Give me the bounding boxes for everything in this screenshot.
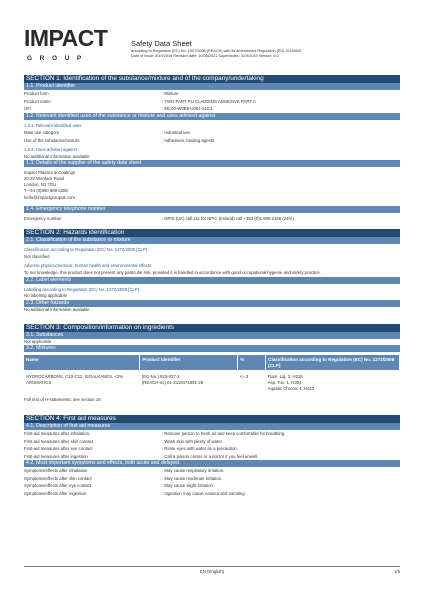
- substances-value: Not applicable: [24, 338, 52, 344]
- first-aid-label: First-aid measures after skin contact: [24, 438, 94, 444]
- first-aid-label: First-aid measures after eye contact: [24, 446, 93, 452]
- product-form-row: [24, 90, 400, 98]
- symptom-value: : May cause slight irritation.: [162, 483, 215, 489]
- section-1-heading: SECTION 1: Identification of the substance/mixture and of the company/undertaking: [24, 75, 400, 83]
- first-aid-row: [24, 438, 400, 446]
- main-use-value: : Industrial use: [162, 130, 190, 135]
- supplier-email[interactable]: hello@impactgroupuk.com: [24, 194, 75, 200]
- use-label: Use of the substance/mixture: [24, 137, 80, 143]
- ingredient-name: HYDROCARBONS, C10-C12, ISOALKANES, <2% AROMATICS: [26, 374, 124, 386]
- product-name-value: : TWO PART PU CLADDING ADHESIVE PART A: [162, 98, 256, 104]
- column-header-identifier: Product identifier: [140, 355, 238, 370]
- footer-language: EN (English): [199, 569, 225, 574]
- subsection-1-3: 1.3. Details of the supplier of the safety data sheet: [24, 160, 400, 167]
- relevant-uses-heading: 1.2.1. Relevant identified uses: [24, 122, 82, 128]
- first-aid-row: [24, 430, 400, 438]
- use-value: : Adhesives, binding agents: [162, 137, 215, 143]
- symptom-label: Symptoms/effects after eye contact: [24, 483, 92, 489]
- footer-divider: [24, 566, 400, 568]
- emergency-label: Emergency number: [24, 215, 62, 221]
- first-aid-row: [24, 445, 400, 453]
- subsection-3-1: 3.1. Substances: [24, 332, 400, 339]
- first-aid-value: : Call a poison center or a doctor if you feel unwell.: [162, 453, 259, 459]
- ufi-value: : MC00-W0E8-U00J-14G3: [162, 106, 213, 111]
- symptom-row: [24, 475, 400, 483]
- symptom-value: : Ingestion may cause nausea and vomiting.: [162, 490, 246, 496]
- subsection-2-3: 2.3. Other hazards: [24, 300, 400, 307]
- regulation-line: according to Regulation (EC) No. 1907/2006 (REACH) with its amendment Regulation (EU) 2015/830: [131, 49, 302, 53]
- classification-2: Asp. Tox. 1, H304: [267, 380, 302, 386]
- subsection-1-1: 1.1. Product identifier: [24, 83, 400, 90]
- company-logo: [24, 27, 118, 65]
- product-form-value: : Mixture: [162, 91, 179, 96]
- ingredient-percent: <= 3: [239, 374, 249, 380]
- h-statements-footnote: Full text of H-statements: see section 16: [24, 397, 101, 403]
- emergency-row: [24, 215, 400, 223]
- subsection-1-2: 1.2. Relevant identified uses of the substance or mixture and uses advised against: [24, 113, 400, 120]
- supplier-city: London, N1 7GU: [24, 182, 57, 188]
- section-4-heading: SECTION 4: First aid measures: [24, 415, 400, 423]
- supplier-street: 20-22 Wenlock Road: [24, 175, 65, 181]
- table-header-row: [24, 355, 400, 370]
- product-name-label: Product name: [24, 98, 51, 104]
- ingredient-identifier: [140, 370, 238, 392]
- ufi-label: UFI: [24, 106, 31, 111]
- symptom-row: [24, 467, 400, 475]
- adverse-effects-heading: Adverse physicochemical, human health and environmental effects: [24, 262, 152, 268]
- labelling-heading: Labelling according to Regulation (EC) No. 1272/2008 [CLP]: [24, 286, 139, 292]
- first-aid-value: : Wash skin with plenty of water.: [162, 438, 223, 444]
- emergency-value: : NPIS (UK) call 111 for NPIC (Ireland) call +353 (0)1 809 2166 (24hr): [162, 215, 294, 221]
- subsection-4-1: 4.1. Description of first aid measures: [24, 423, 400, 430]
- section-2-heading: SECTION 2: Hazards identification: [24, 229, 400, 237]
- ec-number: (EC-No.) 923-037-2: [141, 374, 180, 380]
- subsection-2-2: 2.2. Label elements: [24, 277, 400, 284]
- reach-number: (REACH-no) 01-2119471991-29: [141, 380, 204, 386]
- column-header-name: Name: [24, 355, 140, 370]
- subsection-3-2: 3.2. Mixtures: [24, 345, 400, 352]
- other-hazards-value: No additional information available: [24, 306, 90, 312]
- clp-classification-value: Not classified: [24, 253, 50, 259]
- first-aid-value: : Rinse eyes with water as a precaution.: [162, 446, 238, 452]
- section-3-heading: SECTION 3: Composition/information on ingredients: [24, 324, 400, 332]
- first-aid-label: First-aid measures after ingestion: [24, 453, 88, 459]
- classification-1: Flam. Liq. 3, H226: [267, 374, 303, 380]
- ingredient-classification: [266, 370, 400, 392]
- supplier-name: Impact Plastics & Coatings: [24, 169, 76, 175]
- document-title: Safety Data Sheet: [131, 39, 192, 48]
- subsection-1-4: 1.4. Emergency telephone number: [24, 206, 400, 213]
- main-use-row: [24, 129, 400, 137]
- symptom-value: : May cause respiratory irritation.: [162, 468, 225, 474]
- adverse-effects-text: To our knowledge, this product does not present any particular risk, provided it is handled in accordance with good occupational hygiene and safety practice.: [24, 270, 321, 276]
- supplier-phone: T +44 (0)800 669 6306: [24, 188, 68, 194]
- column-header-percent: %: [238, 355, 266, 370]
- symptom-row: [24, 490, 400, 498]
- ufi-row: [24, 105, 400, 113]
- document-body: [24, 72, 400, 497]
- symptom-row: [24, 482, 400, 490]
- symptom-value: : May cause moderate irritation.: [162, 475, 223, 481]
- column-header-classification: Classification according to Regulation (EC) No. 1272/2008 [CLP]: [266, 355, 400, 370]
- composition-table: [24, 355, 400, 392]
- symptom-label: Symptoms/effects after skin contact: [24, 475, 92, 481]
- first-aid-label: First-aid measures after inhalation: [24, 431, 89, 437]
- table-row: [24, 370, 400, 392]
- symptom-label: Symptoms/effects after inhalation: [24, 468, 88, 474]
- uses-advised-against-heading: 1.2.2. Uses advised against: [24, 147, 77, 152]
- logo-subtitle: GROUP: [27, 55, 89, 62]
- product-name-row: [24, 98, 400, 106]
- use-row: [24, 137, 400, 145]
- first-aid-row: [24, 453, 400, 461]
- classification-3: Aquatic Chronic 4, H413: [267, 386, 315, 392]
- product-form-label: Product form: [24, 91, 49, 96]
- uses-advised-against-text: No additional information available: [24, 153, 90, 159]
- subsection-4-2: 4.2. Most important symptoms and effects, both acute and delayed: [24, 460, 400, 467]
- labelling-value: No labelling applicable: [24, 293, 67, 299]
- logo-wordmark: IMPACT: [24, 25, 108, 51]
- footer-page-number: 1/5: [394, 569, 400, 574]
- first-aid-value: : Remove person to fresh air and keep comfortable for breathing.: [162, 431, 286, 437]
- subsection-2-1: 2.1. Classification of the substance or mixture: [24, 237, 400, 244]
- dates-line: Date of issue: 8/19/2016 Revision date: 10/05/2021 Supersedes: 3/19/2019 Version: 6.0: [131, 54, 279, 58]
- symptom-label: Symptoms/effects after ingestion: [24, 490, 87, 496]
- clp-classification-heading: Classification according to Regulation (EC) No. 1272/2008 [CLP]: [24, 247, 148, 253]
- main-use-label: Main use category: [24, 130, 60, 135]
